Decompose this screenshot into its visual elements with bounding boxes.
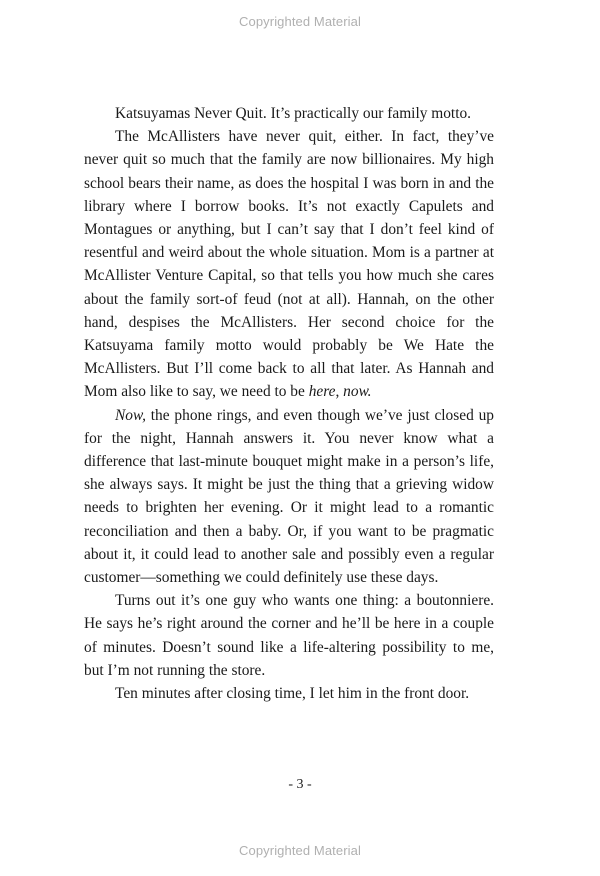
paragraph-3-italic-start: Now, [115,406,146,424]
paragraph-1-text: Katsuyamas Never Quit. It’s practically our family motto. [115,105,472,122]
copyright-watermark-top: Copyrighted Material [239,14,361,29]
paragraph-5 [84,682,494,705]
page-number: - 3 - [288,777,312,792]
book-page-body [84,102,494,705]
paragraph-4 [84,589,494,682]
paragraph-3 [84,404,494,590]
paragraph-2 [84,125,494,403]
paragraph-4-text: Turns out it’s one guy who wants one thing: a boutonniere. He says he’s right around the corner and he’ll be here in a couple of minutes. Doesn’t sound like a life-altering possibility to me, but I’m not running the store. [84,592,494,679]
paragraph-2-text: The McAllisters have never quit, either. In fact, they’ve never quit so much that the family are now billionaires. My high school bears their name, as does the hospital I was born in and the library where I borrow books. It’s not exactly Capulets and Montagues or anything, but I can’t say that I don’t feel kind of resentful and weird about the whole situation. Mom is a partner at McAllister Venture Capital, so that tells you how much she cares about the family sort-of feud (not at all). Hannah, on the other hand, despises the McAllisters. Her second choice for the Katsuyama family motto would probably be We Hate the McAllisters. But I’ll come back to all that later. As Hannah and Mom also like to say, we need to be [84,128,494,401]
paragraph-2-italic-now: now. [343,383,372,401]
paragraph-2-italic-here: here [308,383,336,401]
paragraph-1 [84,102,494,125]
copyright-watermark-bottom: Copyrighted Material [239,843,361,858]
paragraph-3-text: the phone rings, and even though we’ve just closed up for the night, Hannah answers it. You never know what a difference that last-minute bouquet might make in a person’s life, she always says. It might be just the thing that a grieving widow needs to brighten her evening. Or it might lead to a romantic reconciliation and then a baby. Or, if you want to be pragmatic about it, it could lead to another sale and possibly even a regular customer—something we could definitely use these days. [84,406,494,587]
paragraph-5-text: Ten minutes after closing time, I let him in the front door. [115,685,470,703]
paragraph-2-comma: , [335,383,344,401]
